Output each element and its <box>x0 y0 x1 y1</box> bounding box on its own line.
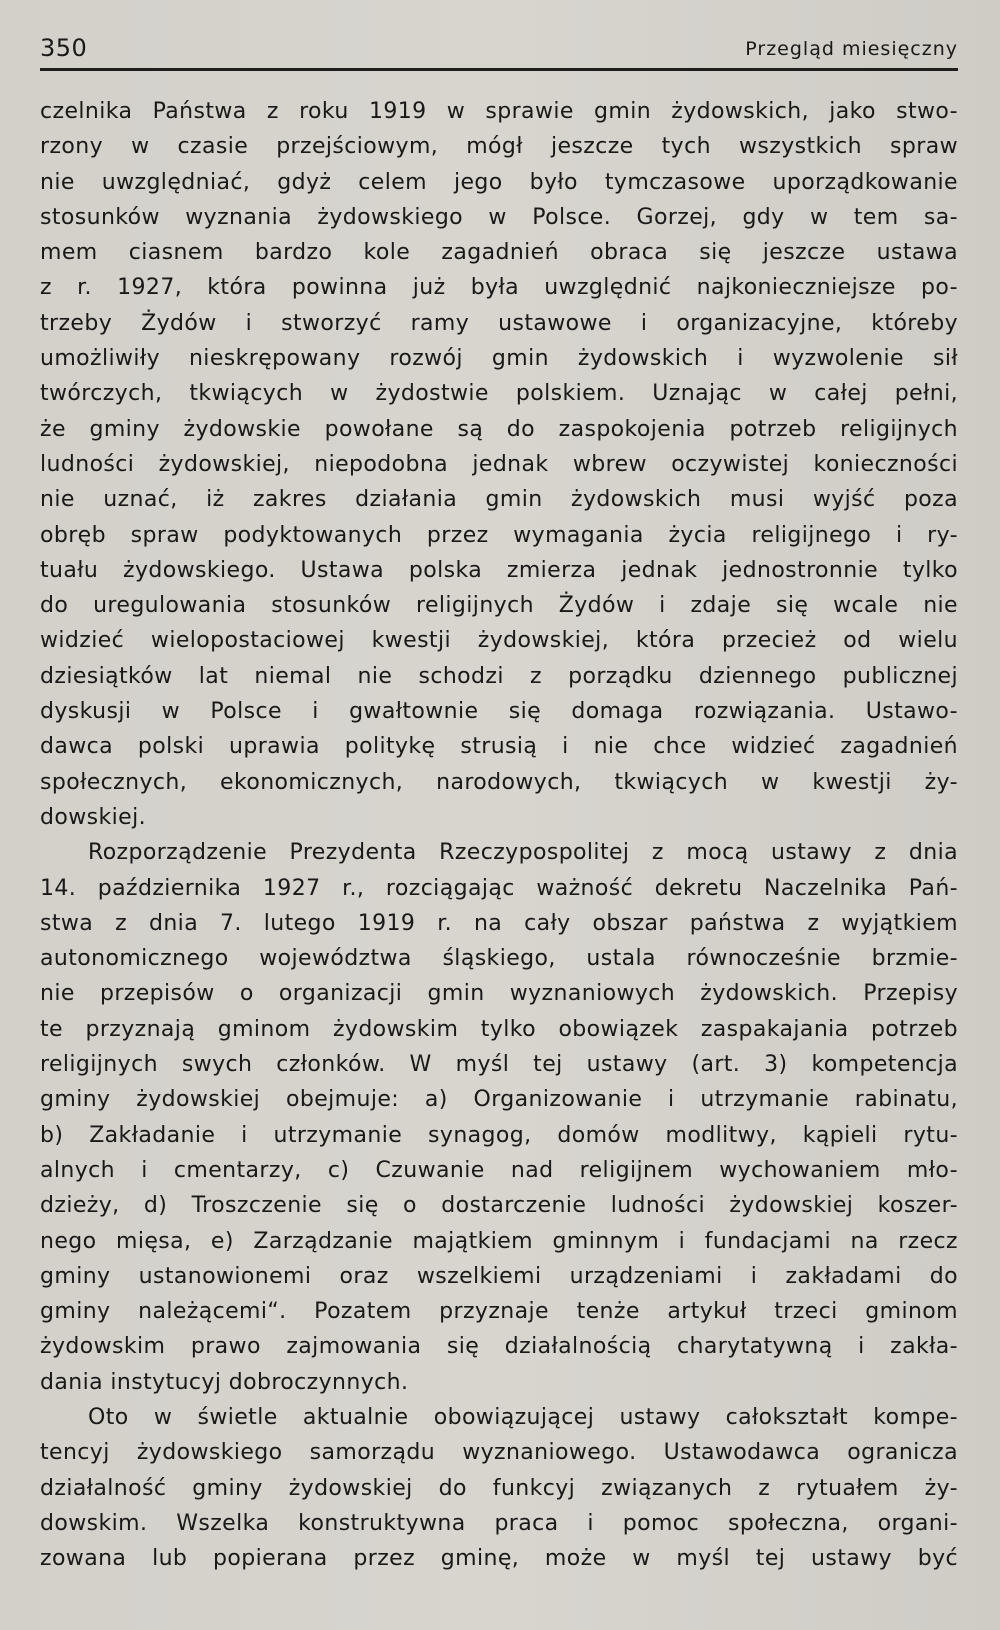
text-line: alnych i cmentarzy, c) Czuwanie nad religijnem wychowaniem mło- <box>40 1157 958 1183</box>
text-line: Oto w świetle aktualnie obowiązującej ustawy całokształt kompe- <box>88 1404 958 1430</box>
text-line: zowana lub popierana przez gminę, może w myśl tej ustawy być <box>40 1546 958 1572</box>
text-line: żydowskim prawo zajmowania się działalnością charytatywną i zakła- <box>40 1334 958 1360</box>
text-line: stosunków wyznania żydowskiego w Polsce. Gorzej, gdy w tem sa- <box>40 204 958 230</box>
text-line: dyskusji w Polsce i gwałtownie się domaga rozwiązania. Ustawo- <box>40 699 958 725</box>
text-line: 14. października 1927 r., rozciągając ważność dekretu Naczelnika Pań- <box>40 875 958 901</box>
text-line: nie przepisów o organizacji gmin wyznaniowych żydowskich. Przepisy <box>40 981 958 1007</box>
text-line: umożliwiły nieskrępowany rozwój gmin żydowskich i wyzwolenie sił <box>40 346 958 372</box>
text-line: gminy ustanowionemi oraz wszelkiemi urządzeniami i zakładami do <box>40 1263 958 1289</box>
text-line: nie uznać, iż zakres działania gmin żydowskich musi wyjść poza <box>40 487 958 513</box>
text-line: tencyj żydowskiego samorządu wyznaniowego. Ustawodawca ogranicza <box>40 1440 958 1466</box>
text-line: gminy żydowskiej obejmuje: a) Organizowanie i utrzymanie rabinatu, <box>40 1087 958 1113</box>
text-line: nego mięsa, e) Zarządzanie majątkiem gminnym i fundacjami na rzecz <box>40 1228 958 1254</box>
text-line: działalność gminy żydowskiej do funkcyj związanych z rytuałem ży- <box>40 1475 958 1501</box>
text-line: dania instytucyj dobroczynnych. <box>40 1369 409 1395</box>
text-line: stwa z dnia 7. lutego 1919 r. na cały obszar państwa z wyjątkiem <box>40 910 958 936</box>
text-line: ludności żydowskiej, niepodobna jednak wbrew oczywistej konieczności <box>40 451 958 477</box>
running-head: Przegląd miesięczny <box>745 38 958 60</box>
text-line: widzieć wielopostaciowej kwestji żydowskiej, która przecież od wielu <box>40 628 958 654</box>
text-line: czelnika Państwa z roku 1919 w sprawie gmin żydowskich, jako stwo- <box>40 99 958 124</box>
text-line: trzeby Żydów i stworzyć ramy ustawowe i organizacyjne, któreby <box>40 310 958 336</box>
text-line: Rozporządzenie Prezydenta Rzeczypospolitej z mocą ustawy z dnia <box>88 840 958 866</box>
page-number: 350 <box>40 34 88 62</box>
text-line: społecznych, ekonomicznych, narodowych, tkwiących w kwestji ży- <box>40 769 958 795</box>
text-line: dziesiątków lat niemal nie schodzi z porządku dziennego publicznej <box>40 663 958 689</box>
text-line: te przyznają gminom żydowskim tylko obowiązek zaspakajania potrzeb <box>40 1016 958 1042</box>
body-text <box>40 94 958 1576</box>
text-line: tuału żydowskiego. Ustawa polska zmierza jednak jednostronnie tylko <box>40 557 958 583</box>
text-line: dowskim. Wszelka konstruktywna praca i pomoc społeczna, organi- <box>40 1510 958 1536</box>
text-line: że gminy żydowskie powołane są do zaspokojenia potrzeb religijnych <box>40 416 958 442</box>
text-line: dawca polski uprawia politykę strusią i nie chce widzieć zagadnień <box>40 734 958 760</box>
text-line: dowskiej. <box>40 804 146 830</box>
text-line: b) Zakładanie i utrzymanie synagog, domów modlitwy, kąpieli rytu- <box>40 1122 958 1148</box>
text-line: obręb spraw podyktowanych przez wymagania życia religijnego i ry- <box>40 522 958 548</box>
page-header <box>40 32 958 68</box>
header-rule <box>40 68 958 71</box>
text-line: autonomicznego województwa śląskiego, ustala równocześnie brzmie- <box>40 946 958 972</box>
text-line: dzieży, d) Troszczenie się o dostarczenie ludności żydowskiej koszer- <box>40 1193 958 1219</box>
text-line: twórczych, tkwiących w żydostwie polskiem. Uznając w całej pełni, <box>40 381 958 407</box>
text-line: z r. 1927, która powinna już była uwzględnić najkonieczniejsze po- <box>40 275 958 301</box>
text-line: nie uwzględniać, gdyż celem jego było tymczasowe uporządkowanie <box>40 169 958 195</box>
text-line: gminy należącemi“. Pozatem przyznaje tenże artykuł trzeci gminom <box>40 1299 958 1325</box>
text-line: do uregulowania stosunków religijnych Żydów i zdaje się wcale nie <box>40 593 958 619</box>
text-line: mem ciasnem bardzo kole zagadnień obraca się jeszcze ustawa <box>40 240 958 266</box>
text-line: religijnych swych członków. W myśl tej ustawy (art. 3) kompetencja <box>40 1052 958 1078</box>
text-line: rzony w czasie przejściowym, mógł jeszcze tych wszystkich spraw <box>40 134 958 160</box>
